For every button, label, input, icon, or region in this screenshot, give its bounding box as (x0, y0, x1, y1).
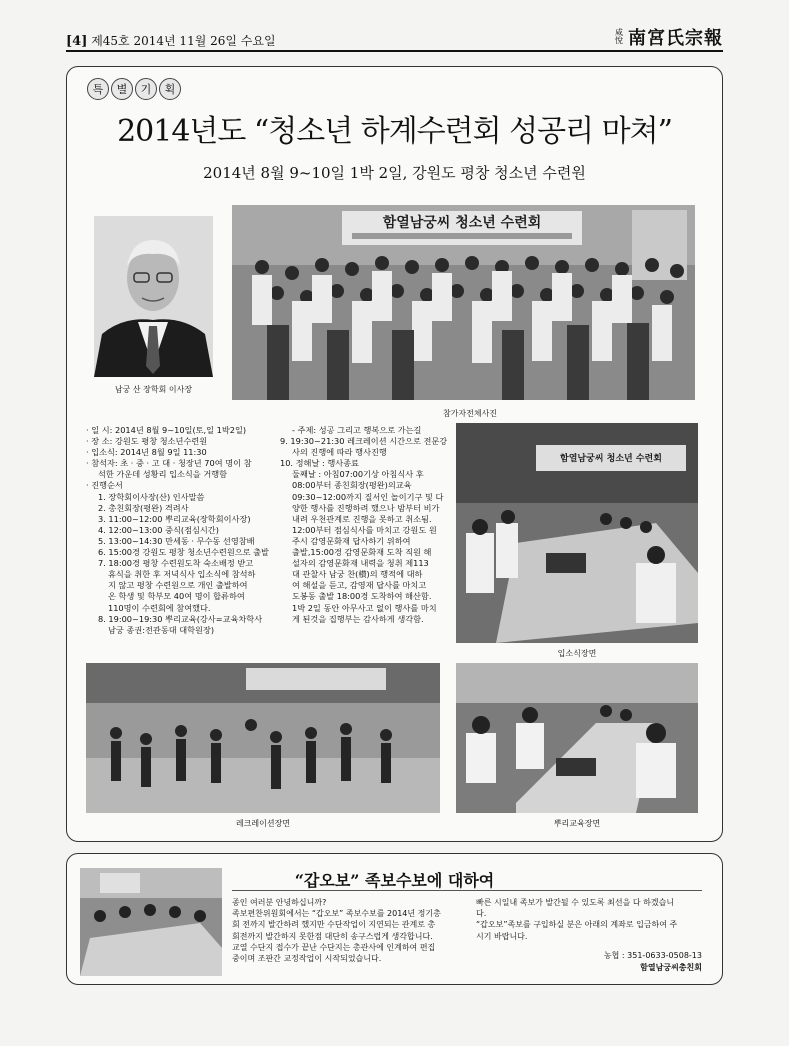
text-line: 빠른 시일내 족보가 발간될 수 있도록 최선을 다 하겠습니 (476, 898, 675, 907)
text-line: 여 해설을 듣고, 감영재 답사를 마치고 (292, 580, 427, 591)
badge-char: 획 (159, 78, 181, 100)
text-line: 온 학생 및 학부모 40여 명이 합류하여 (108, 591, 245, 602)
text-line: 1박 2일 동안 아무사고 없이 행사를 마치 (292, 602, 437, 613)
text-line: 8. 19:00~19:30 뿌리교육(강사=교육차학사 (98, 613, 263, 624)
article-text-column-1 (86, 425, 280, 636)
text-line: 회전까지 발간하지 못한점 대단히 송구스럽게 생각합니다. (232, 931, 433, 941)
text-line: 7. 18:00경 평창 수련원도착 숙소배정 받고 (98, 558, 254, 569)
text-line: · 장 소: 강원도 평창 청소년수련원 (86, 436, 208, 447)
text-line: · 참석자: 초 · 중 · 고 대 · 청장년 70여 명이 참 (86, 458, 252, 469)
text-line: 6. 15:00경 강원도 평창 청소년수련원으로 출발 (98, 547, 269, 558)
text-line: · 일 시: 2014년 8월 9~10일(토,일 1박2일) (86, 425, 247, 435)
text-line: 사의 진행에 따라 행사진행 (292, 447, 387, 458)
roots-photo-caption: 뿌리교육장면 (553, 819, 601, 828)
portrait-caption: 남궁 산 장학회 이사장 (114, 385, 193, 394)
header-rule (66, 50, 723, 52)
badge-char: 특 (87, 78, 109, 100)
text-line: 3. 11:00~12:00 뿌리교육(장학회이사장) (98, 513, 251, 524)
text-line: 2. 총친회장(평완) 격려사 (98, 502, 189, 513)
text-line: - 주제: 성공 그리고 행복으로 가는길 (292, 425, 422, 435)
text-line: 둘째날 : 아침07:00기상 아침식사 후 (292, 469, 424, 480)
group-photo (232, 205, 695, 400)
special-feature-badge (87, 78, 181, 100)
notice-title: “갑오보” 족보수보에 대하여 (294, 871, 495, 890)
masthead-prefix: 咸 悅 (615, 28, 623, 45)
text-line: 남궁 종권:전관동대 대학원장) (108, 624, 215, 635)
text-line: 10. 정해날 : 행사종료 (280, 458, 359, 469)
text-line: 1. 장학회이사장(산) 인사말씀 (98, 491, 205, 502)
text-line: 08:00부터 종친회장(평완)의교육 (292, 480, 412, 491)
notice-meeting-photo (80, 868, 222, 976)
portrait-photo (94, 216, 213, 377)
issue-date: 2014년 11월 26일 수요일 (133, 34, 276, 48)
entrance-photo-caption: 입소식장면 (557, 649, 597, 658)
notice-text-left (232, 897, 464, 964)
badge-char: 기 (135, 78, 157, 100)
entrance-banner-text: 함열남궁씨 청소년 수련회 (560, 454, 662, 464)
notice-text-right (476, 897, 702, 942)
text-line: “갑오보”족보를 구입하실 분은 아래의 계좌로 입금하여 주 (476, 920, 678, 930)
group-photo-caption: 참가자전체사진 (442, 409, 498, 418)
text-line: 내려 우천관계로 진행을 못하고 취소됨. (292, 513, 432, 524)
text-line: · 진행순서 (86, 480, 123, 491)
recreation-photo (86, 663, 440, 813)
recreation-photo-caption: 레크레이션장면 (235, 819, 291, 828)
text-line: 석한 가운데 성황리 입소식을 거행함 (98, 469, 228, 480)
text-line: 시기 바랍니다. (476, 931, 528, 941)
text-line: · 입소식: 2014년 8월 9일 11:30 (86, 447, 207, 458)
text-line: 종인 여러분 안녕하십니까? (232, 898, 327, 907)
issue-number: 제45호 (91, 34, 130, 48)
text-line: 휴식을 취한 후 저녁식사 입소식에 참석하 (108, 569, 256, 580)
roots-education-photo (456, 663, 698, 813)
text-line: 12:00부터 점심식사를 마치고 강원도 원 (292, 524, 437, 535)
text-line: 양한 행사를 진행하려 했으나 밤부터 비가 (292, 502, 440, 513)
text-line: 중이며 조판간 교정작업이 시작되었습니다. (232, 954, 382, 964)
notice-account: 농협 : 351-0633-0508-13 (603, 951, 702, 960)
article-subtitle: 2014년 8월 9~10일 1박 2일, 강원도 평창 청소년 수련원 (203, 164, 586, 182)
text-line: 교열 수단지 접수가 끝난 수단지는 총관사에 인계하여 편집 (232, 942, 436, 952)
text-line: 110명이 수련회에 참여했다. (108, 602, 211, 613)
text-line: 족보편찬위원회에서는 “갑오보” 족보수보를 2014년 정기총 (232, 909, 441, 919)
paper-name: 南宮氏宗報 (628, 28, 723, 49)
page-header-info (66, 32, 276, 49)
notice-title-rule (232, 890, 702, 891)
text-line: 9. 19:30~21:30 레크레이션 시간으로 전문강 (280, 436, 448, 447)
text-line: 09:30~12:00까지 질서인 놀이기구 및 다 (292, 491, 444, 502)
text-line: 출발,15:00경 감영문화재 도착 직원 해 (292, 547, 432, 558)
masthead (614, 24, 723, 50)
text-line: 회 전까지 발간하려 했지만 수단작업이 지연되는 관계로 총 (232, 920, 436, 930)
group-banner-text: 함열남궁씨 청소년 수련회 (382, 215, 542, 231)
text-line: 다. (476, 909, 487, 919)
notice-organization: 함열남궁씨총친회 (640, 963, 702, 972)
article-title: 2014년도 “청소년 하계수련회 성공리 마쳐” (117, 114, 672, 149)
text-line: 도봉동 출발 18:00경 도착하여 해산함. (292, 591, 432, 602)
text-line: 주시 감영문화재 답사하기 위하여 (292, 535, 411, 546)
entrance-ceremony-photo (456, 423, 698, 643)
article-text-column-2 (280, 425, 450, 625)
text-line: 5. 13:00~14:30 만세동 · 무수동 선영참배 (98, 535, 255, 546)
text-line: 게 된것을 집행부는 감사하게 생각함. (292, 613, 424, 624)
text-line: 설자의 감영문화재 내력을 청취 제113 (292, 558, 429, 569)
text-line: 대 관찰사 남궁 찬(櫕)의 행적에 대하 (292, 569, 423, 580)
page-number: [4] (66, 34, 88, 49)
badge-char: 별 (111, 78, 133, 100)
text-line: 4. 12:00~13:00 중식(점심시간) (98, 524, 219, 535)
text-line: 지 않고 평창 수련원으로 개인 출발하여 (108, 580, 248, 591)
